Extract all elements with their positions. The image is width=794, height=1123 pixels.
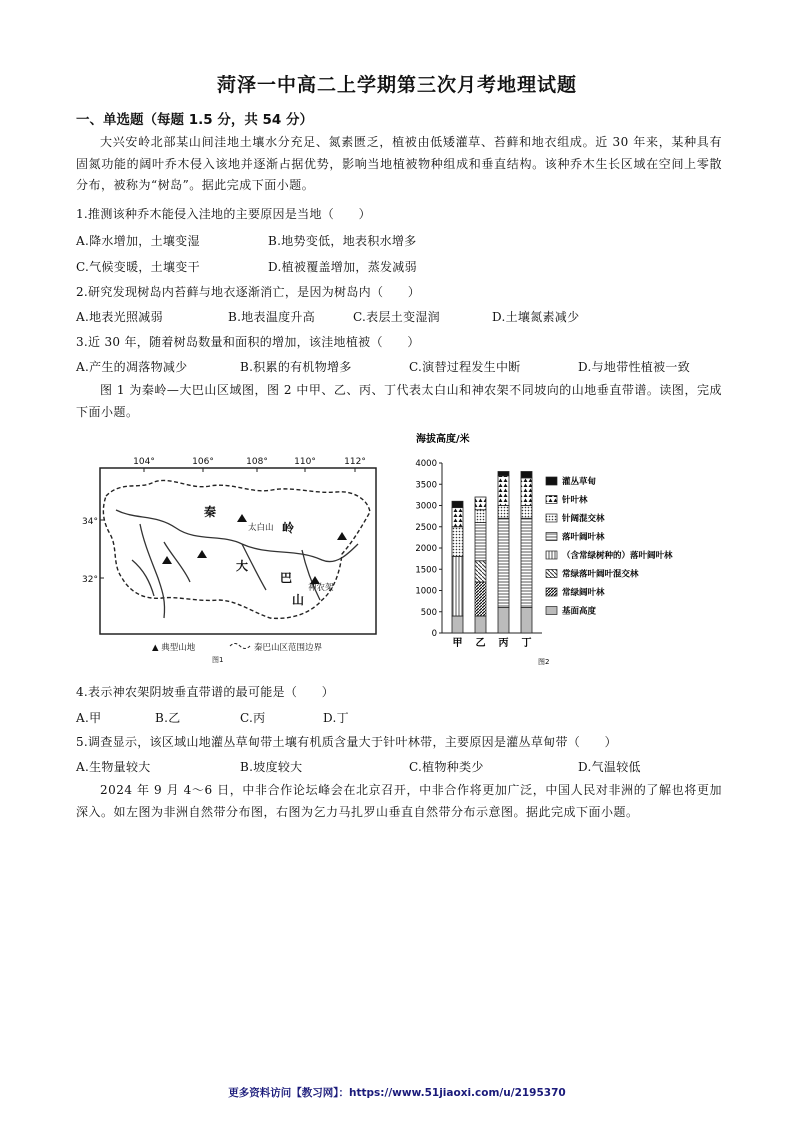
passage-1: 大兴安岭北部某山间洼地土壤水分充足、氮素匮乏，植被由低矮灌草、苔藓和地衣组成。近 30 年来，某种具有固氮功能的阔叶乔木侵入该地并逐渐占据优势，影响当地植被物种组成和垂直结构。该种乔木生长区域在空间上零散分布，被称为“树岛”。据此完成下面小题。	[76, 135, 722, 192]
passage-2: 图 1 为秦岭—大巴山区域图，图 2 中甲、乙、丙、丁代表太白山和神农架不同坡向的山地垂直带谱。读图，完成下面小题。	[76, 383, 722, 419]
map-label-ling: 岭	[282, 521, 295, 535]
q3-option-a: A.产生的凋落物减少	[76, 360, 188, 374]
map-legend-peak: ▲ 典型山地	[152, 643, 196, 653]
page-title: 菏泽一中高二上学期第三次月考地理试题	[216, 74, 577, 96]
bar-segment	[452, 508, 463, 527]
map-legend-border: 秦巴山区范围边界	[254, 643, 323, 653]
q5-option-d: D.气温较低	[578, 760, 641, 774]
q2-option-b: B.地表温度升高	[228, 310, 316, 324]
bar-segment	[452, 557, 463, 617]
figure-2-chart	[398, 428, 708, 668]
q3-option-d: D.与地带性植被一致	[578, 360, 691, 374]
bar-segment	[475, 497, 486, 510]
y-tick-label: 1000	[415, 586, 437, 597]
bar-segment	[521, 608, 532, 634]
lat-label: 34°	[82, 517, 98, 527]
lat-label: 32°	[82, 575, 98, 585]
legend-label: 常绿阔叶林	[562, 588, 605, 598]
bar-segment	[475, 582, 486, 616]
q1-option-d: D.植被覆盖增加，蒸发减弱	[268, 260, 417, 274]
question-2: 2.研究发现树岛内苔藓与地衣逐渐消亡，是因为树岛内（ ）	[76, 285, 421, 299]
legend-swatch	[546, 477, 557, 485]
bar-segment	[475, 510, 486, 523]
lon-label: 110°	[294, 457, 316, 467]
map-label-qin: 秦	[204, 505, 217, 519]
bar-segment	[452, 501, 463, 507]
bar-segment	[475, 523, 486, 561]
lon-label: 104°	[133, 457, 155, 467]
question-4: 4.表示神农架阴坡垂直带谱的最可能是（ ）	[76, 685, 335, 699]
y-tick-label: 3000	[415, 501, 437, 512]
q1-option-c: C.气候变暖，土壤变干	[76, 260, 200, 274]
map-label-ba: 巴	[280, 571, 293, 585]
question-5: 5.调查显示，该区域山地灌丛草甸带土壤有机质含量大于针叶林带，主要原因是灌丛草甸带（ ）	[76, 735, 617, 749]
bar-segment	[498, 472, 509, 476]
bar-segment	[475, 561, 486, 582]
legend-label: 灌丛草甸	[562, 477, 597, 487]
legend-swatch	[546, 607, 557, 615]
y-tick-label: 500	[420, 607, 437, 618]
legend-label: 常绿落叶阔叶混交林	[562, 569, 639, 580]
y-tick-label: 2500	[415, 522, 437, 533]
question-1: 1.推测该种乔木能侵入洼地的主要原因是当地（ ）	[76, 207, 371, 221]
map-label-shennongjia: 神农架	[308, 583, 334, 593]
bar-segment	[498, 506, 509, 519]
bar-segment	[521, 472, 532, 478]
y-tick-label: 0	[431, 629, 437, 639]
bar-segment	[521, 518, 532, 607]
lon-label: 106°	[192, 457, 214, 467]
q1-option-b: B.地势变低，地表积水增多	[268, 234, 417, 248]
y-tick-label: 4000	[415, 459, 437, 469]
bar-segment	[498, 518, 509, 607]
x-tick-label: 乙	[475, 638, 486, 649]
legend-swatch	[546, 551, 557, 559]
figure-2-label: 图2	[538, 658, 550, 666]
x-tick-label: 丙	[498, 638, 509, 649]
q3-option-c: C.演替过程发生中断	[409, 360, 521, 374]
y-axis-title: 海拔高度/米	[416, 434, 470, 445]
bar-segment	[521, 478, 532, 506]
bar-segment	[521, 506, 532, 519]
footer-link[interactable]: 更多资料访问【教习网】：https://www.51jiaoxi.com/u/2195370	[228, 1087, 566, 1099]
bar-segment	[452, 616, 463, 633]
bar-segment	[452, 527, 463, 557]
bar-segment	[498, 608, 509, 634]
bar-segment	[498, 476, 509, 506]
q2-option-a: A.地表光照减弱	[76, 310, 163, 324]
x-tick-label: 甲	[452, 638, 463, 649]
y-tick-label: 2000	[415, 544, 437, 554]
qinba-boundary	[103, 480, 370, 618]
figure-1-map	[82, 450, 382, 665]
q2-option-c: C.表层土变湿润	[353, 310, 440, 324]
q4-option-a: A.甲	[76, 711, 102, 725]
passage-3: 2024 年 9 月 4～6 日，中非合作论坛峰会在北京召开，中非合作将更加广泛，中国人民对非洲的了解也将更加深入。如左图为非洲自然带分布图，右图为乞力马扎罗山垂直自然带分布示意图。据此完成下面小题。	[76, 783, 722, 819]
legend-swatch	[546, 533, 557, 541]
legend-label: 基面高度	[562, 606, 597, 617]
legend-label: 针阔混交林	[562, 514, 605, 524]
legend-label: （含常绿树种的）落叶阔叶林	[562, 551, 673, 561]
y-tick-label: 3500	[415, 480, 437, 491]
lon-label: 108°	[246, 457, 268, 467]
q3-option-b: B.积累的有机物增多	[240, 360, 352, 374]
legend-swatch	[546, 588, 557, 596]
section-heading: 一、单选题（每题 1.5 分，共 54 分）	[76, 112, 314, 128]
map-frame	[100, 468, 376, 634]
q5-option-b: B.坡度较大	[240, 760, 303, 774]
q5-option-a: A.生物量较大	[76, 760, 151, 774]
question-3: 3.近 30 年，随着树岛数量和面积的增加，该洼地植被（ ）	[76, 335, 420, 349]
legend-swatch	[546, 570, 557, 578]
legend-label: 针叶林	[562, 495, 588, 506]
map-label-taibai: 太白山	[248, 523, 274, 533]
q1-option-a: A.降水增加，土壤变湿	[76, 234, 200, 248]
q4-option-d: D.丁	[323, 711, 349, 725]
map-label-da: 大	[236, 559, 249, 573]
x-tick-label: 丁	[521, 638, 532, 649]
q4-option-b: B.乙	[155, 711, 181, 725]
y-tick-label: 1500	[415, 565, 437, 576]
figure-1-label: 图1	[212, 656, 224, 664]
q5-option-c: C.植物种类少	[409, 760, 484, 774]
bar-segment	[475, 616, 486, 633]
legend-label: 落叶阔叶林	[562, 532, 605, 543]
q2-option-d: D.土壤氮素减少	[492, 310, 580, 324]
legend-swatch	[546, 496, 557, 504]
map-label-shan: 山	[292, 593, 305, 607]
lon-label: 112°	[344, 457, 366, 467]
legend-swatch	[546, 514, 557, 522]
q4-option-c: C.丙	[240, 711, 266, 725]
